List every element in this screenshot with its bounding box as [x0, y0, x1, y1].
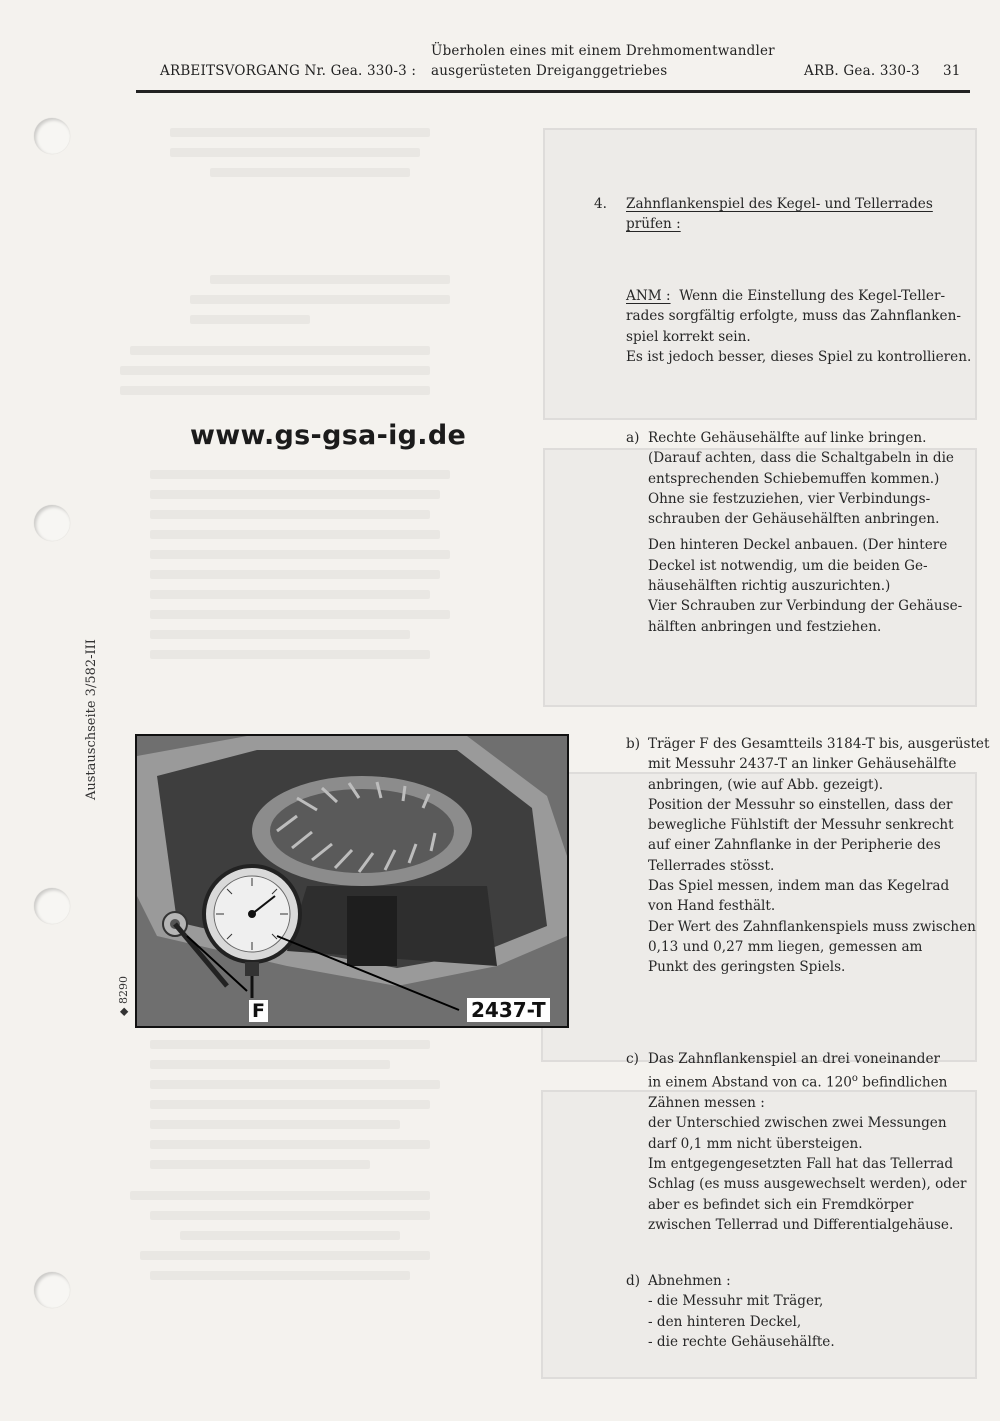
item-d-dash: - den hinteren Deckel,	[648, 1313, 802, 1330]
item-c-line	[648, 1069, 988, 1093]
item-a-label: a)	[626, 430, 640, 446]
item-a-line: Den hinteren Deckel anbauen. (Der hintere	[648, 537, 948, 554]
item-b-text	[648, 734, 988, 978]
photo-code-text: 8290	[117, 976, 130, 1005]
item-b-line: Position der Messuhr so einstellen, dass der	[648, 796, 953, 813]
item-b-label: b)	[626, 736, 641, 752]
item-a-line: häusehälften richtig auszurichten.)	[648, 578, 891, 595]
item-d-label: d)	[626, 1273, 641, 1289]
item-a-line: schrauben der Gehäusehälften anbringen.	[648, 511, 940, 528]
punch-hole	[34, 1272, 70, 1308]
header-title-line2: ausgerüsteten Dreiganggetriebes	[431, 63, 668, 79]
header-title-line1: Überholen eines mit einem Drehmomentwandler	[431, 43, 775, 59]
item-b-line: Träger F des Gesamtteils 3184-T bis, ausgerüstet	[648, 736, 990, 752]
item-b-line: Punkt des geringsten Spiels.	[648, 959, 846, 976]
bleed-through-text	[120, 470, 450, 659]
item-c-line: Schlag (es muss ausgewechselt werden), oder	[648, 1176, 967, 1193]
note-line1: Wenn die Einstellung des Kegel-Teller-	[679, 288, 946, 304]
item-b-line: Tellerrades stösst.	[648, 857, 775, 874]
item-a-line: (Darauf achten, dass die Schaltgabeln in die	[648, 450, 954, 467]
item-c-line: Im entgegengesetzten Fall hat das Tellerrad	[648, 1156, 954, 1173]
figure-label-f: F	[249, 1000, 268, 1022]
item-d-dash: - die rechte Gehäusehälfte.	[648, 1333, 835, 1350]
item-a-line: entsprechenden Schiebemuffen kommen.)	[648, 470, 940, 487]
item-c-line: aber es befindet sich ein Fremdkörper	[648, 1196, 914, 1213]
item-b-line: anbringen, (wie auf Abb. gezeigt).	[648, 776, 884, 793]
item-a-line: Rechte Gehäusehälfte auf linke bringen.	[648, 430, 927, 446]
item-c-label: c)	[626, 1051, 639, 1067]
exchange-page-label: Austauschseite 3/582-III	[84, 639, 99, 800]
bleed-through-text	[120, 1040, 450, 1280]
watermark-url: www.gs-gsa-ig.de	[190, 420, 467, 451]
item-c-line: darf 0,1 mm nicht übersteigen.	[648, 1135, 863, 1152]
item-b-line: Der Wert des Zahnflankenspiels muss zwischen	[648, 918, 976, 935]
item-b-line: bewegliche Fühlstift der Messuhr senkrecht	[648, 817, 954, 834]
step-title-line1: Zahnflankenspiel des Kegel- und Tellerrades	[626, 196, 933, 212]
item-b-line: Das Spiel messen, indem man das Kegelrad	[648, 878, 950, 895]
bleed-through-text	[120, 275, 450, 395]
header-op-label: ARBEITSVORGANG Nr. Gea. 330-3 :	[160, 63, 417, 79]
bleed-through-text	[150, 120, 440, 177]
item-c-line: Das Zahnflankenspiel an drei voneinander	[648, 1051, 941, 1067]
note-block	[626, 286, 971, 367]
punch-hole	[34, 888, 70, 924]
dial-gauge-photo	[135, 734, 569, 1028]
item-c-text	[648, 1049, 988, 1235]
note-line3: spiel korrekt sein.	[626, 328, 751, 345]
item-d-line: Abnehmen :	[648, 1273, 731, 1289]
step-number: 4.	[594, 196, 607, 212]
item-a-line: Vier Schrauben zur Verbindung der Gehäuse-	[648, 598, 963, 615]
bleed-through-figure	[543, 128, 977, 420]
punch-hole	[34, 118, 70, 154]
page-number: 31	[943, 63, 961, 79]
gearbox-illustration	[137, 736, 567, 1026]
punch-hole	[34, 505, 70, 541]
item-a-line: hälften anbringen und festziehen.	[648, 618, 882, 635]
item-c-line: zwischen Tellerrad und Differentialgehäuse.	[648, 1216, 954, 1233]
photo-code: ◆ 8290	[117, 976, 130, 1016]
step-title	[626, 194, 956, 235]
item-a-line: Deckel ist notwendig, um die beiden Ge-	[648, 557, 928, 574]
item-c-line: der Unterschied zwischen zwei Messungen	[648, 1115, 947, 1132]
note-line2: rades sorgfältig erfolgte, muss das Zahnflanken-	[626, 308, 961, 325]
header-ref: ARB. Gea. 330-3	[804, 63, 920, 79]
item-d-text	[648, 1271, 988, 1352]
item-b-line: auf einer Zahnflanke in der Peripherie des	[648, 837, 941, 854]
header-rule	[136, 90, 970, 93]
note-line4: Es ist jedoch besser, dieses Spiel zu kontrollieren.	[626, 348, 972, 365]
item-a-text	[648, 428, 988, 637]
item-d-dash: - die Messuhr mit Träger,	[648, 1293, 824, 1310]
item-c-line: Zähnen messen :	[648, 1095, 765, 1112]
item-a-line: Ohne sie festzuziehen, vier Verbindungs-	[648, 490, 931, 507]
item-c-line2-pre: in einem Abstand von ca. 120	[648, 1074, 852, 1091]
step-title-line2: prüfen :	[626, 216, 681, 233]
degree-mark: o	[851, 1073, 858, 1085]
item-b-line: von Hand festhält.	[648, 898, 776, 915]
note-label: ANM :	[626, 288, 671, 304]
item-c-line2-post: befindlichen	[857, 1074, 948, 1091]
item-b-line: mit Messuhr 2437-T an linker Gehäusehälfte	[648, 756, 957, 773]
figure-label-tool: 2437-T	[467, 998, 550, 1022]
item-b-line: 0,13 und 0,27 mm liegen, gemessen am	[648, 938, 923, 955]
